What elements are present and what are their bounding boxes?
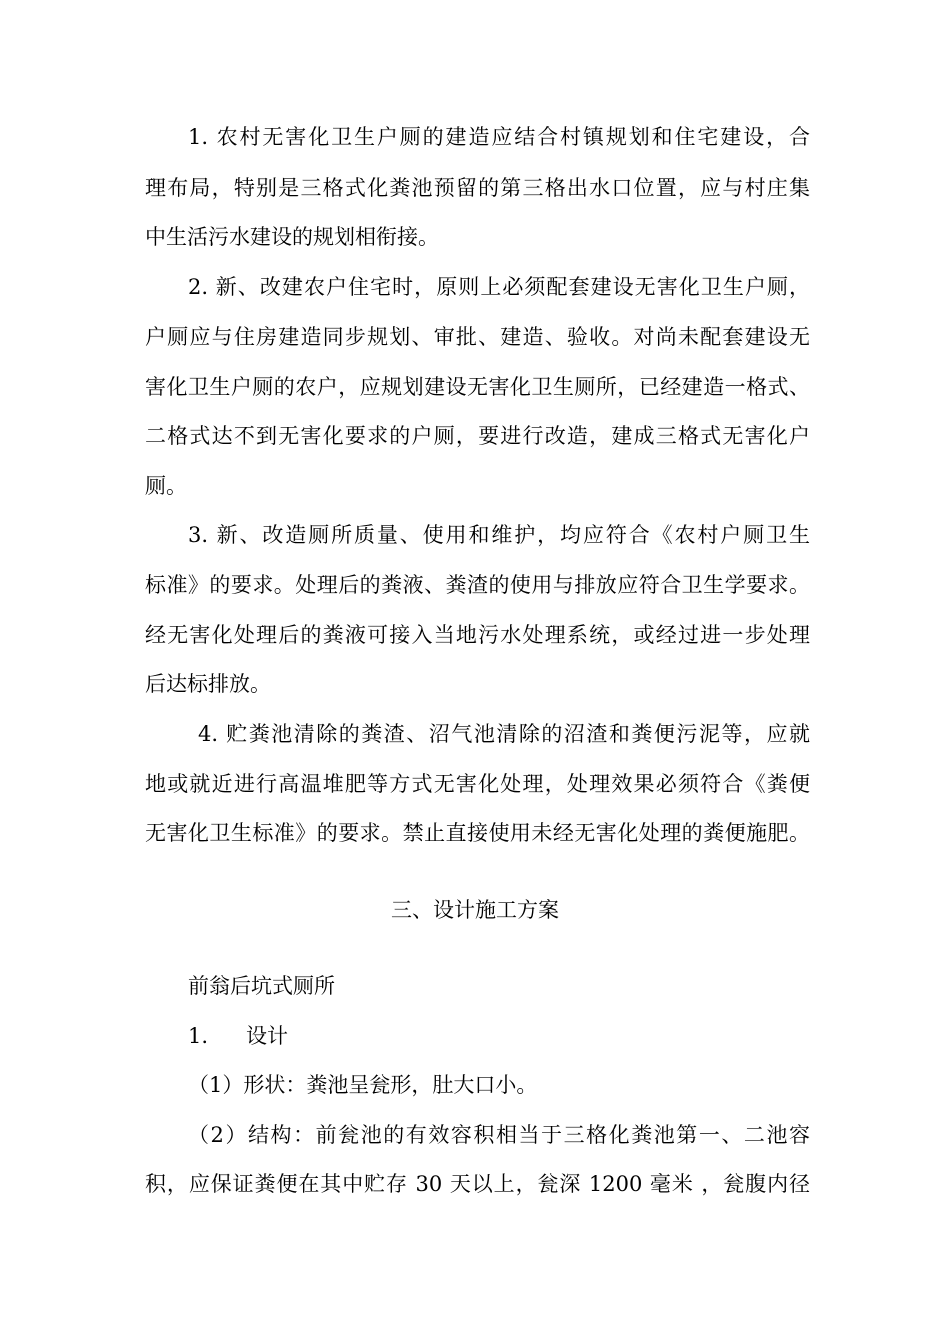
paragraph-1-line-3: 中生活污水建设的规划相衔接。 — [145, 225, 439, 249]
paragraph-1-line-1: 1. 农村无害化卫生户厕的建造应结合村镇规划和住宅建设，合 — [188, 125, 810, 149]
section-heading: 三、设计施工方案 — [391, 898, 559, 922]
paragraph-3-line-2: 标准》的要求。处理后的粪液、粪渣的使用与排放应符合卫生学要求。 — [145, 573, 810, 597]
item-2-line-1: （2）结构：前瓮池的有效容积相当于三格化粪池第一、二池容 — [188, 1123, 810, 1147]
paragraph-4-line-2: 地或就近进行高温堆肥等方式无害化处理，处理效果必须符合《粪便 — [145, 772, 810, 796]
paragraph-2-line-2: 户厕应与住房建造同步规划、审批、建造、验收。对尚未配套建设无 — [145, 325, 810, 349]
paragraph-3-line-4: 后达标排放。 — [145, 672, 271, 696]
paragraph-2-line-1: 2. 新、改建农户住宅时，原则上必须配套建设无害化卫生户厕， — [188, 275, 810, 299]
paragraph-4-line-3: 无害化卫生标准》的要求。禁止直接使用未经无害化处理的粪便施肥。 — [145, 821, 810, 845]
paragraph-2-line-5: 厕。 — [145, 474, 187, 498]
list-item-text: 设计 — [246, 1024, 288, 1048]
list-item-design — [188, 1021, 810, 1051]
paragraph-1-line-2: 理布局，特别是三格式化粪池预留的第三格出水口位置，应与村庄集 — [145, 176, 810, 200]
list-item-number: 1. — [188, 1024, 209, 1048]
paragraph-3-line-3: 经无害化处理后的粪液可接入当地污水处理系统，或经过进一步处理 — [145, 623, 810, 647]
subheading: 前翁后坑式厕所 — [188, 974, 335, 998]
item-1-line-1: （1）形状：粪池呈瓮形，肚大口小。 — [188, 1073, 538, 1097]
paragraph-2-line-4: 二格式达不到无害化要求的户厕，要进行改造，建成三格式无害化户 — [145, 424, 810, 448]
paragraph-3-line-1: 3. 新、改造厕所质量、使用和维护，均应符合《农村户厕卫生 — [188, 523, 810, 547]
item-2-line-2: 积，应保证粪便在其中贮存 30 天以上，瓮深 1200 毫米 ，瓮腹内径 — [145, 1172, 810, 1196]
paragraph-4-line-1: 4. 贮粪池清除的粪渣、沼气池清除的沼渣和粪便污泥等，应就 — [198, 722, 810, 746]
paragraph-2-line-3: 害化卫生户厕的农户，应规划建设无害化卫生厕所，已经建造一格式、 — [145, 375, 810, 399]
